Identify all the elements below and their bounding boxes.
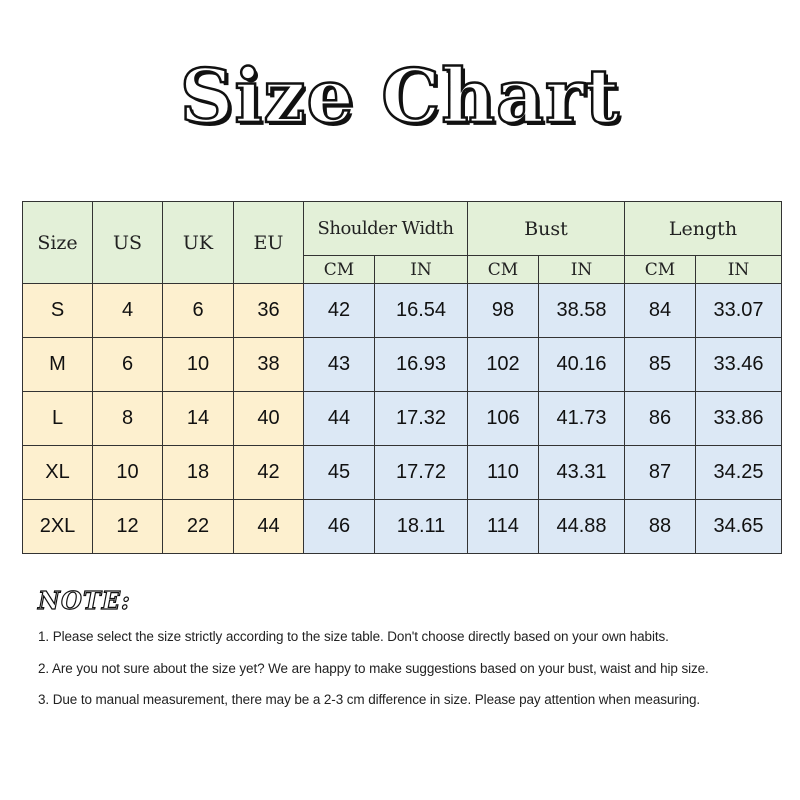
- cell-shoulder-cm: 45: [304, 446, 375, 500]
- cell-us: 6: [93, 338, 163, 392]
- cell-shoulder-in: 18.11: [375, 500, 468, 554]
- cell-us: 8: [93, 392, 163, 446]
- cell-length-in: 33.86: [696, 392, 782, 446]
- cell-size: L: [23, 392, 93, 446]
- cell-length-in: 34.25: [696, 446, 782, 500]
- cell-us: 12: [93, 500, 163, 554]
- cell-length-cm: 84: [625, 284, 696, 338]
- cell-size: 2XL: [23, 500, 93, 554]
- subheader-bust-in: IN: [539, 256, 625, 284]
- cell-length-cm: 86: [625, 392, 696, 446]
- note-item: 2. Are you not sure about the size yet? We are happy to make suggestions based on your bust, waist and hip size.: [38, 661, 709, 676]
- cell-eu: 38: [234, 338, 304, 392]
- cell-shoulder-cm: 43: [304, 338, 375, 392]
- cell-length-in: 33.07: [696, 284, 782, 338]
- cell-us: 4: [93, 284, 163, 338]
- cell-shoulder-cm: 44: [304, 392, 375, 446]
- cell-bust-in: 43.31: [539, 446, 625, 500]
- cell-shoulder-cm: 42: [304, 284, 375, 338]
- cell-shoulder-in: 17.72: [375, 446, 468, 500]
- cell-bust-cm: 110: [468, 446, 539, 500]
- cell-eu: 42: [234, 446, 304, 500]
- cell-length-in: 34.65: [696, 500, 782, 554]
- subheader-shoulder-in: IN: [375, 256, 468, 284]
- header-shoulder-width: Shoulder Width: [304, 202, 468, 256]
- header-bust: Bust: [468, 202, 625, 256]
- cell-eu: 44: [234, 500, 304, 554]
- cell-bust-cm: 106: [468, 392, 539, 446]
- subheader-length-in: IN: [696, 256, 782, 284]
- cell-shoulder-in: 17.32: [375, 392, 468, 446]
- page-title: Size Chart: [179, 54, 621, 140]
- note-heading: NOTE:: [38, 586, 131, 615]
- cell-shoulder-cm: 46: [304, 500, 375, 554]
- header-size: Size: [23, 202, 93, 284]
- subheader-length-cm: CM: [625, 256, 696, 284]
- cell-uk: 22: [163, 500, 234, 554]
- cell-length-in: 33.46: [696, 338, 782, 392]
- cell-shoulder-in: 16.93: [375, 338, 468, 392]
- subheader-bust-cm: CM: [468, 256, 539, 284]
- table-row: [23, 284, 782, 338]
- cell-bust-in: 40.16: [539, 338, 625, 392]
- cell-size: M: [23, 338, 93, 392]
- cell-bust-in: 41.73: [539, 392, 625, 446]
- cell-uk: 18: [163, 446, 234, 500]
- table-row: [23, 500, 782, 554]
- cell-bust-cm: 114: [468, 500, 539, 554]
- header-row: [23, 202, 782, 256]
- note-item: 1. Please select the size strictly according to the size table. Don't choose directly based on your own habits.: [38, 629, 669, 644]
- cell-size: S: [23, 284, 93, 338]
- table-row: [23, 446, 782, 500]
- cell-bust-in: 44.88: [539, 500, 625, 554]
- cell-shoulder-in: 16.54: [375, 284, 468, 338]
- table-row: [23, 338, 782, 392]
- cell-uk: 10: [163, 338, 234, 392]
- cell-size: XL: [23, 446, 93, 500]
- cell-us: 10: [93, 446, 163, 500]
- cell-uk: 14: [163, 392, 234, 446]
- cell-bust-cm: 102: [468, 338, 539, 392]
- cell-uk: 6: [163, 284, 234, 338]
- table-row: [23, 392, 782, 446]
- header-uk: UK: [163, 202, 234, 284]
- subheader-shoulder-cm: CM: [304, 256, 375, 284]
- cell-length-cm: 87: [625, 446, 696, 500]
- header-us: US: [93, 202, 163, 284]
- header-length: Length: [625, 202, 782, 256]
- cell-bust-cm: 98: [468, 284, 539, 338]
- header-eu: EU: [234, 202, 304, 284]
- cell-length-cm: 85: [625, 338, 696, 392]
- cell-length-cm: 88: [625, 500, 696, 554]
- note-item: 3. Due to manual measurement, there may be a 2-3 cm difference in size. Please pay attention when measuring.: [38, 692, 701, 707]
- cell-bust-in: 38.58: [539, 284, 625, 338]
- cell-eu: 40: [234, 392, 304, 446]
- size-table: [22, 201, 782, 554]
- cell-eu: 36: [234, 284, 304, 338]
